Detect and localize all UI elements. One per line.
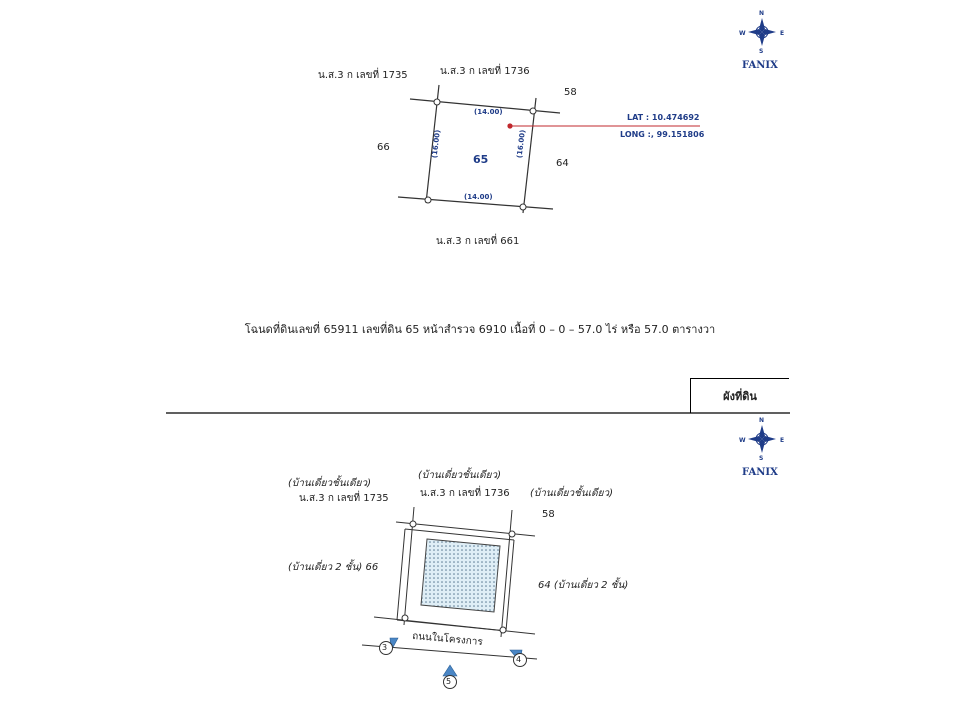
parcel-inner-left (397, 529, 405, 620)
location-pin-dot (507, 123, 512, 128)
bottom-northeast-lot-label: 58 (542, 509, 555, 520)
compass-south-label: S (759, 455, 764, 462)
building-footprint (421, 539, 500, 612)
fanix-logo: FANIX (742, 60, 778, 71)
east-lot-label: 64 (556, 158, 569, 169)
north-parcel-left-label: น.ส.3 ก เลขที่ 1735 (318, 70, 408, 81)
north-parcel-right-label: น.ส.3 ก เลขที่ 1736 (440, 66, 530, 77)
house-label-top-left: (บ้านเดี่ยวชั้นเดียว) (288, 478, 371, 489)
compass-north-label: N (759, 10, 765, 17)
dimension-left: (16.00) (430, 129, 442, 159)
corner-marker (530, 108, 536, 114)
bottom-west-label: (บ้านเดี่ยว 2 ชั้น) 66 (288, 562, 379, 573)
corner-marker (520, 204, 526, 210)
corner-marker (402, 615, 408, 621)
dimension-top: (14.00) (474, 108, 503, 116)
parcel-inner-right (506, 540, 514, 631)
house-label-top-right: (บ้านเดี่ยวชั้นเดียว) (530, 488, 613, 499)
land-layout-tab-label: ผังที่ดิน (723, 390, 757, 403)
bottom-east-label: 64 (บ้านเดี่ยว 2 ชั้น) (538, 580, 629, 591)
compass-north-label: N (759, 417, 765, 424)
view-marker-3: 3 (382, 643, 388, 652)
latitude-label: LAT : 10.474692 (627, 113, 700, 122)
corner-marker (425, 197, 431, 203)
dimension-bottom: (14.00) (464, 193, 493, 201)
compass-west-label: W (739, 30, 746, 37)
corner-marker (434, 99, 440, 105)
compass-rose-icon (748, 18, 776, 46)
corner-marker (509, 531, 515, 537)
bottom-parcel-right-label: น.ส.3 ก เลขที่ 1736 (420, 488, 510, 499)
west-lot-label: 66 (377, 142, 390, 153)
view-marker-5: 5 (446, 677, 452, 686)
compass-east-label: E (780, 30, 785, 37)
view-arrow-5 (443, 665, 457, 676)
corner-marker (410, 521, 416, 527)
compass-east-label: E (780, 437, 785, 444)
northeast-lot-label: 58 (564, 87, 577, 98)
bottom-map-east-line (501, 510, 512, 637)
bottom-parcel-left-label: น.ส.3 ก เลขที่ 1735 (299, 493, 389, 504)
corner-marker (500, 627, 506, 633)
fanix-logo: FANIX (742, 467, 778, 478)
south-parcel-label: น.ส.3 ก เลขที่ 661 (436, 236, 520, 247)
compass-south-label: S (759, 48, 764, 55)
lot-number-label: 65 (473, 153, 489, 166)
longitude-label: LONG :, 99.151806 (620, 130, 705, 139)
dimension-right: (16.00) (515, 129, 527, 159)
project-road-label: ถนนในโครงการ (411, 630, 484, 649)
view-marker-4: 4 (516, 655, 522, 664)
parcel-inner-bottom (397, 620, 506, 631)
title-deed-caption: โฉนดที่ดินเลขที่ 65911 เลขที่ดิน 65 หน้าสำรวจ 6910 เนื้อที่ 0 – 0 – 57.0 ไร่ หรือ 57.0 ตารางวา (244, 323, 716, 336)
house-label-top-mid: (บ้านเดี่ยวชั้นเดียว) (418, 470, 501, 481)
top-map-east-line (523, 98, 536, 213)
land-layout-tab (690, 378, 789, 413)
parcel-inner-top (405, 529, 514, 540)
compass-west-label: W (739, 437, 746, 444)
compass-rose-icon (748, 425, 776, 453)
